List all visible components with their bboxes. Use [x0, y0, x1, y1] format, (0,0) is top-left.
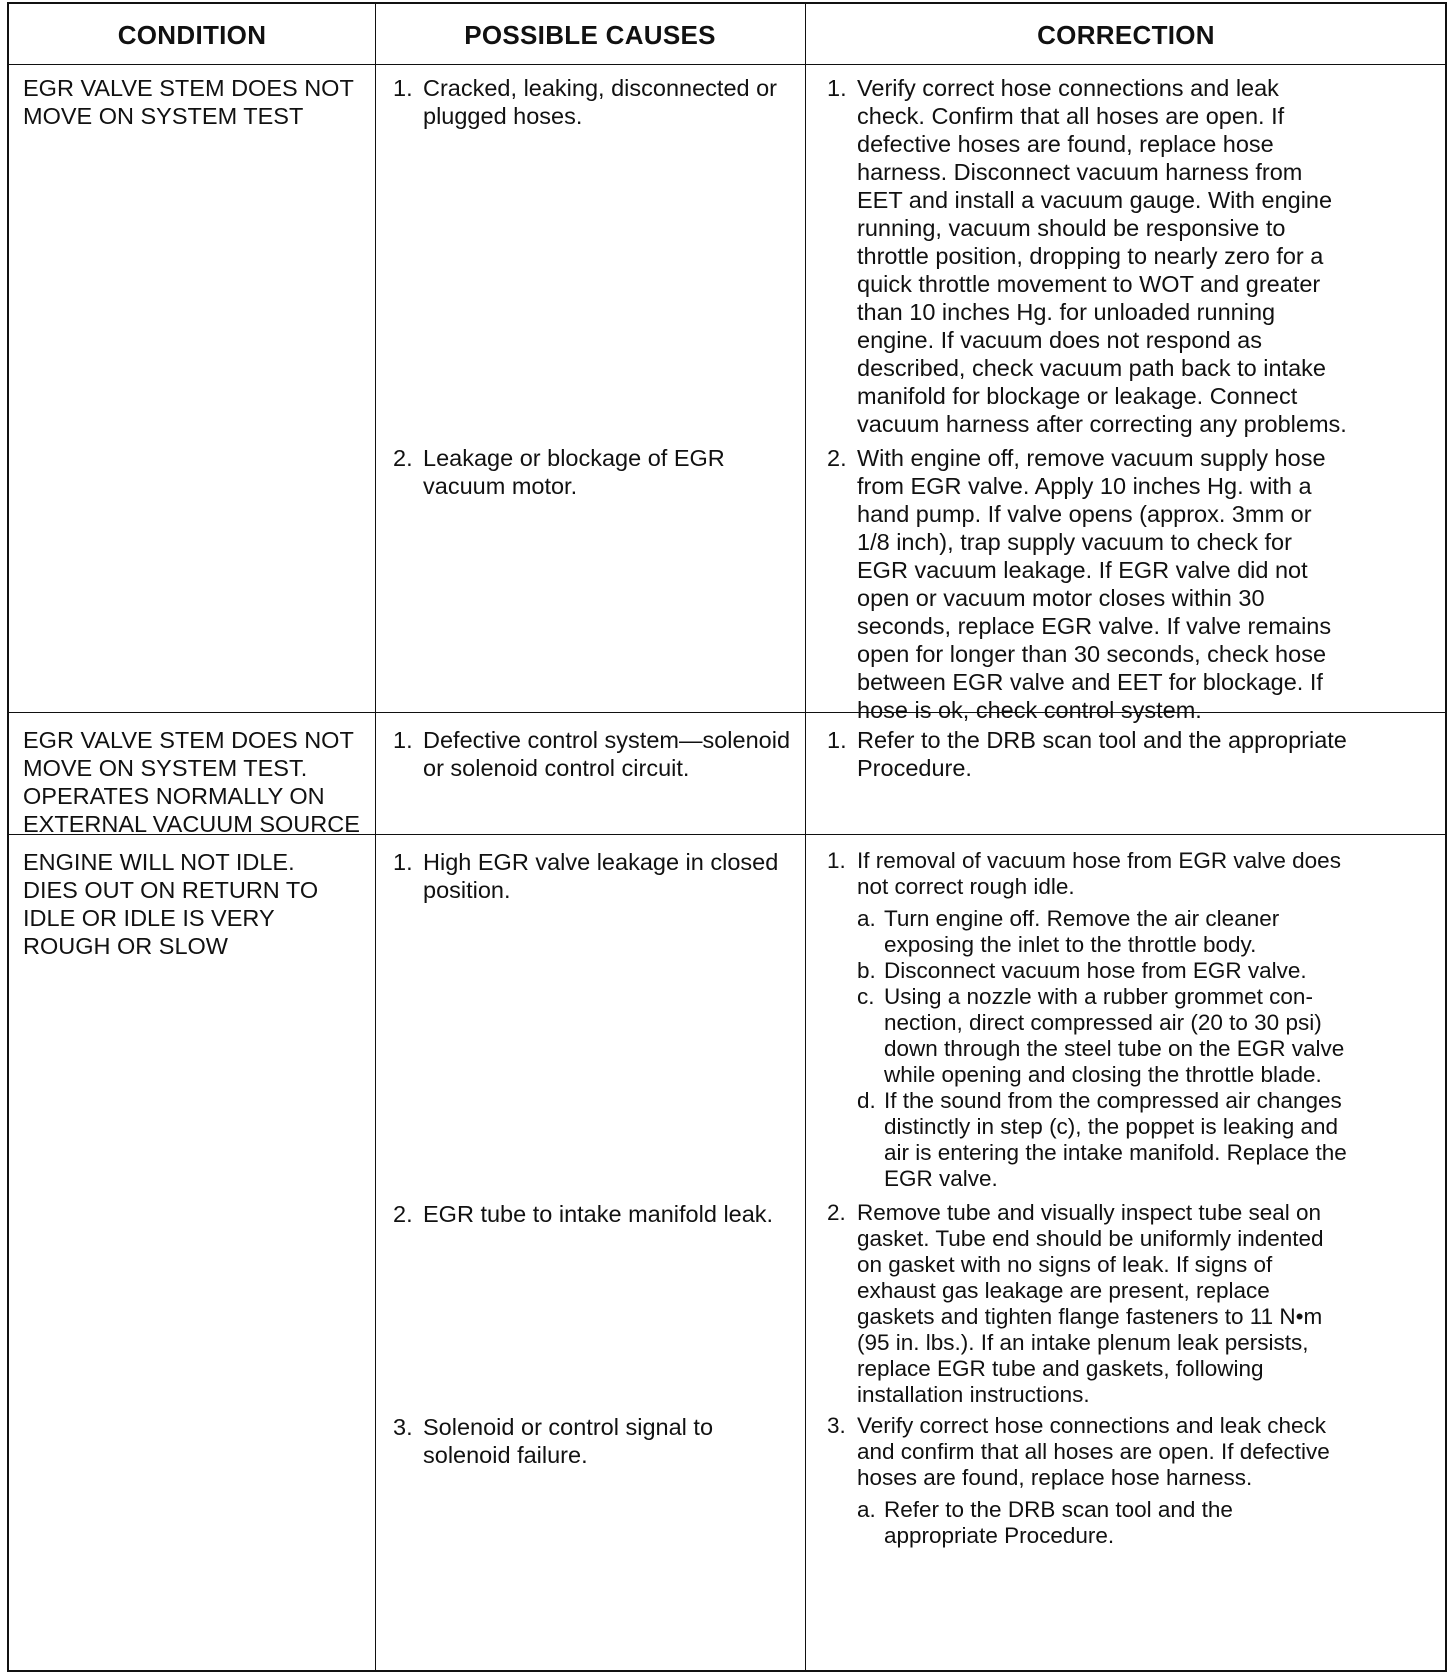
header-condition: CONDITION — [117, 19, 267, 50]
sub-step-text: Using a nozzle with a rubber grommet con-nection, direct compressed air (20 to 30 psi) down through the steel tube on the EGR valve while opening and closing the throttle blade. — [884, 984, 1345, 1087]
correction-number: 1. — [827, 848, 846, 873]
row-3-condition: ENGINE WILL NOT IDLE. DIES OUT ON RETURN TO IDLE OR IDLE IS VERY ROUGH OR SLOW — [23, 849, 319, 959]
correction-number: 1. — [827, 727, 847, 753]
row-3-cause-1 — [393, 848, 793, 904]
sub-step-letter: b. — [857, 958, 876, 983]
correction-number: 2. — [827, 445, 847, 471]
header-possible-causes: POSSIBLE CAUSES — [464, 19, 716, 50]
correction-text: If removal of vacuum hose from EGR valve does not correct rough idle. — [857, 848, 1341, 899]
cause-text: Leakage or blockage of EGR vacuum motor. — [423, 445, 725, 499]
troubleshooting-table — [7, 2, 1447, 1672]
correction-number: 1. — [827, 75, 847, 101]
row-3-correction-1 — [827, 848, 1347, 1192]
correction-text: Verify correct hose connections and leak check and confirm that all hoses are open. If defective hoses are found, replace hose harness. — [857, 1413, 1330, 1490]
cause-text: Defective control system—solenoid or solenoid control circuit. — [423, 727, 791, 781]
column-divider — [805, 4, 806, 1670]
sub-step-text: If the sound from the compressed air changes distinctly in step (c), the poppet is leaking and air is entering the intake manifold. Replace the EGR valve. — [884, 1088, 1347, 1191]
header-correction: CORRECTION — [1037, 19, 1215, 50]
correction-text: Verify correct hose connections and leak check. Confirm that all hoses are open. If defective hoses are found, replace hose harness. Disconnect vacuum harness from EET and install a vacuum gauge. With engine running, vacuum should be responsive to throttle position, dropping to nearly zero for a quick throttle movement to WOT and greater than 10 inches Hg. for unloaded running engine. If vacuum does not respond as described, check vacuum path back to intake manifold for blockage or leakage. Connect vacuum harness after correcting any problems. — [857, 75, 1347, 437]
sub-step-letter: a. — [857, 906, 876, 931]
sub-step-letter: c. — [857, 984, 875, 1009]
cause-number: 1. — [393, 727, 413, 753]
cause-number: 2. — [393, 1201, 413, 1227]
row-3-cause-3 — [393, 1413, 793, 1469]
cause-number: 1. — [393, 75, 413, 101]
sub-step-text: Disconnect vacuum hose from EGR valve. — [884, 958, 1307, 983]
sub-step-letter: d. — [857, 1088, 876, 1113]
row-2-correction-1 — [827, 726, 1347, 782]
cause-number: 2. — [393, 445, 413, 471]
cause-number: 3. — [393, 1414, 413, 1440]
cause-text: Cracked, leaking, disconnected or plugged hoses. — [423, 75, 778, 129]
row-3-correction-2 — [827, 1200, 1347, 1408]
correction-text: With engine off, remove vacuum supply hose from EGR valve. Apply 10 inches Hg. with a hand pump. If valve opens (approx. 3mm or 1/8 inch), trap supply vacuum to check for EGR vacuum leakage. If EGR valve did not open or vacuum motor closes within 30 seconds, replace EGR valve. If valve remains open for longer than 30 seconds, check hose between EGR valve and EET for blockage. If hose is ok, check control system. — [857, 445, 1332, 723]
cause-text: High EGR valve leakage in closed position. — [423, 849, 779, 903]
correction-text: Remove tube and visually inspect tube seal on gasket. Tube end should be uniformly indented on gasket with no signs of leak. If signs of exhaust gas leakage are present, replace gaskets and tighten flange fasteners to 11 N•m (95 in. lbs.). If an intake plenum leak persists, replace EGR tube and gaskets, following installation instructions. — [857, 1200, 1324, 1407]
row-3-correction-3 — [827, 1413, 1347, 1549]
sub-step-text: Turn engine off. Remove the air cleaner exposing the inlet to the throttle body. — [884, 906, 1280, 957]
row-1-cause-2 — [393, 444, 793, 500]
sub-step-text: Refer to the DRB scan tool and the appropriate Procedure. — [884, 1497, 1233, 1548]
row-1-condition: EGR VALVE STEM DOES NOT MOVE ON SYSTEM TEST — [23, 75, 354, 129]
correction-text: Refer to the DRB scan tool and the appropriate Procedure. — [857, 727, 1347, 781]
row-1-correction-1 — [827, 74, 1347, 438]
row-1-correction-2 — [827, 444, 1347, 724]
sub-step-letter: a. — [857, 1497, 876, 1522]
correction-number: 2. — [827, 1200, 846, 1225]
column-divider — [375, 4, 376, 1670]
cause-text: Solenoid or control signal to solenoid failure. — [423, 1414, 714, 1468]
row-2-condition: EGR VALVE STEM DOES NOT MOVE ON SYSTEM TEST. OPERATES NORMALLY ON EXTERNAL VACUUM SOURCE — [23, 727, 360, 837]
correction-number: 3. — [827, 1413, 846, 1438]
cause-text: EGR tube to intake manifold leak. — [423, 1201, 774, 1227]
row-1-cause-1 — [393, 74, 793, 130]
row-2-cause-1 — [393, 726, 793, 782]
row-3-cause-2 — [393, 1200, 793, 1228]
cause-number: 1. — [393, 849, 413, 875]
